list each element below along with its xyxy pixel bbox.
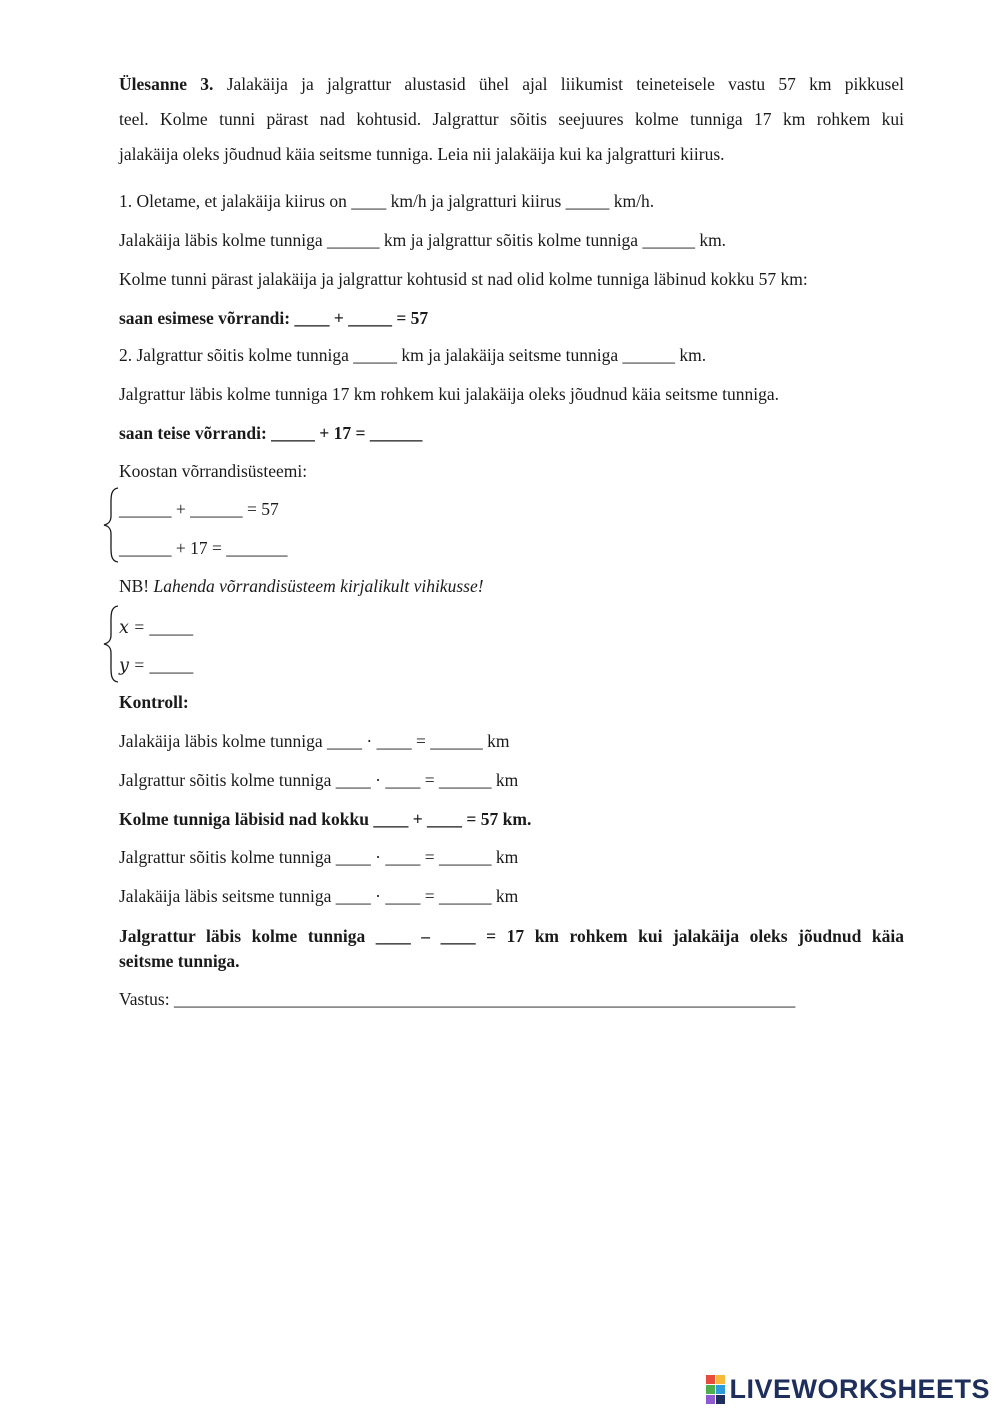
task-text-1: Jalakäija ja jalgrattur alustasid ühel ajal liikumist teineteisele vastu 57 km pikkusel <box>226 74 905 94</box>
answer-line <box>119 988 795 1010</box>
note-text: Lahenda võrrandisüsteem kirjalikult vihikusse! <box>153 576 484 596</box>
task-line-2: teel. Kolme tunni pärast nad kohtusid. Jalgrattur sõitis seejuures kolme tunniga 17 km rohkem kui <box>119 109 904 129</box>
liveworksheets-logo-icon <box>706 1375 725 1404</box>
solution-brace-icon <box>101 604 121 684</box>
step1-assume: 1. Oletame, et jalakäija kiirus on ____ km/h ja jalgratturi kiirus _____ km/h. <box>119 191 655 211</box>
answer-label: Vastus: <box>119 989 174 1009</box>
step2-distances: 2. Jalgrattur sõitis kolme tunniga _____ km ja jalakäija seitsme tunniga ______ km. <box>119 345 707 365</box>
check-line-6b: seitsme tunniga. <box>119 951 240 971</box>
check-line-5: Jalakäija läbis seitsme tunniga ____ · ____ = ______ km <box>119 886 519 906</box>
step2-equation: saan teise võrrandi: _____ + 17 = ______ <box>119 423 423 443</box>
check-line-2: Jalgrattur sõitis kolme tunniga ____ · ____ = ______ km <box>119 770 519 790</box>
step1-reason: Kolme tunni pärast jalakäija ja jalgrattur kohtusid st nad olid kolme tunniga läbinud kokku 57 km: <box>119 269 808 289</box>
task-label: Ülesanne 3. <box>119 74 214 94</box>
note-prefix: NB! <box>119 576 154 596</box>
answer-blank[interactable]: _______________________________________________________________________ <box>173 989 796 1009</box>
solution-y: 𝑦 = _____ <box>119 655 194 675</box>
check-heading: Kontroll: <box>119 692 189 712</box>
solution-x: 𝑥 = _____ <box>119 617 194 637</box>
check-line-3: Kolme tunniga läbisid nad kokku ____ + ____ = 57 km. <box>119 809 532 829</box>
task-line-1 <box>119 73 904 95</box>
check-line-4: Jalgrattur sõitis kolme tunniga ____ · ____ = ______ km <box>119 847 519 867</box>
step1-equation: saan esimese võrrandi: ____ + _____ = 57 <box>119 308 429 328</box>
step1-distances: Jalakäija läbis kolme tunniga ______ km ja jalgrattur sõitis kolme tunniga ______ km. <box>119 230 727 250</box>
system-brace-icon <box>101 486 121 564</box>
system-eq1: ______ + ______ = 57 <box>119 499 279 519</box>
check-line-6a: Jalgrattur läbis kolme tunniga ____ – ____ = 17 km rohkem kui jalakäija oleks jõudnud käia <box>119 926 904 946</box>
step2-reason: Jalgrattur läbis kolme tunniga 17 km rohkem kui jalakäija oleks jõudnud käia seitsme tunniga. <box>119 384 780 404</box>
note-line <box>119 575 484 597</box>
system-eq2: ______ + 17 = _______ <box>119 538 288 558</box>
system-heading: Koostan võrrandisüsteemi: <box>119 461 308 481</box>
task-line-3: jalakäija oleks jõudnud käia seitsme tunniga. Leia nii jalakäija kui ka jalgratturi kiirus. <box>119 144 725 164</box>
liveworksheets-watermark <box>706 1374 990 1405</box>
check-line-1: Jalakäija läbis kolme tunniga ____ · ____ = ______ km <box>119 731 510 751</box>
watermark-text: LIVEWORKSHEETS <box>729 1374 990 1404</box>
